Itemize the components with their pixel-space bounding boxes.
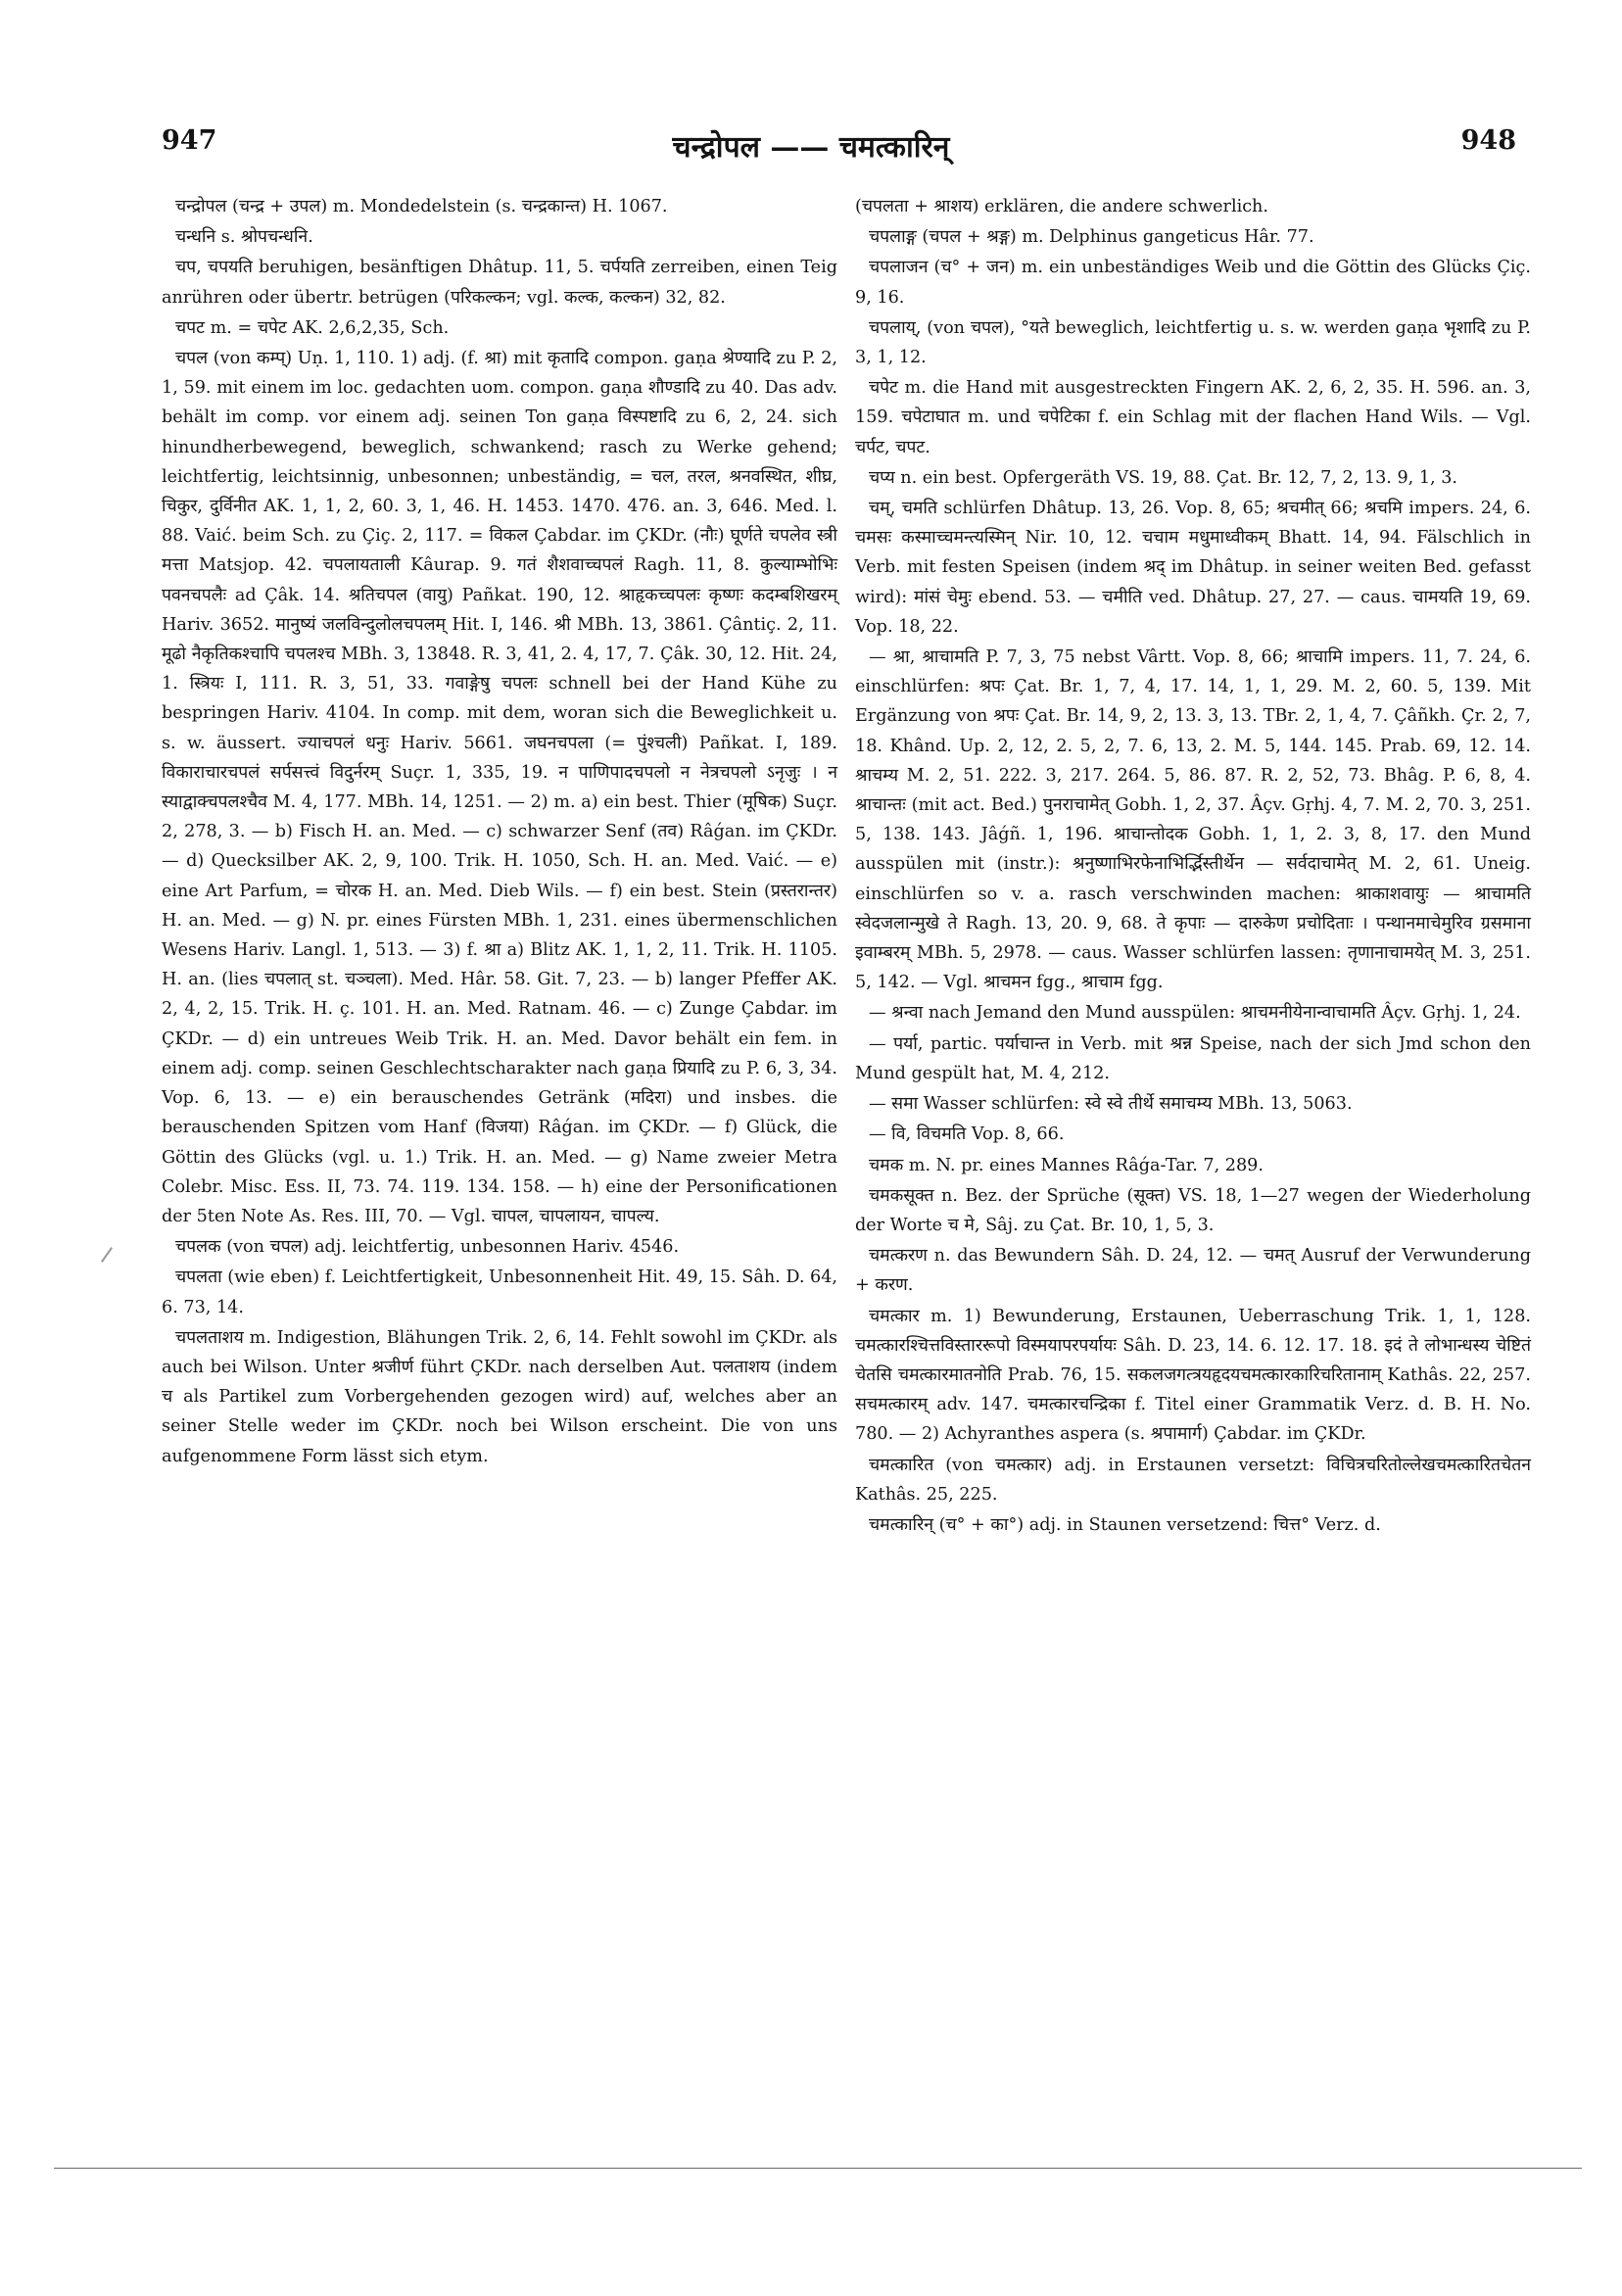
- dictionary-entry: चपलक (von चपल) adj. leichtfertig, unbesonnen Hariv. 4546.: [175, 1237, 680, 1258]
- bottom-rule: [54, 2168, 1582, 2169]
- dictionary-entry: चपलताशय m. Indigestion, Blähungen Trik. 2, 6, 14. Fehlt sowohl im ÇKDr. als auch bei Wilson. Unter श्रजीर्ण führt ÇKDr. nach derselben Aut. पलताशय (indem च als Partikel zum Vorbergehenden gezogen wird) auf, welches aber an seiner Stelle weder im ÇKDr. noch bei Wilson erscheint. Die von uns aufgenommene Form lässt sich etym.: [162, 1327, 837, 1466]
- dictionary-entry: चपेट m. die Hand mit ausgestreckten Fingern AK. 2, 6, 2, 35. H. 596. an. 3, 159. चपेटाघात m. und चपेटिका f. ein Schlag mit der flachen Hand Wils. — Vgl. चर्पट, चपट.: [855, 378, 1531, 457]
- dictionary-entry: चन्द्रोपल (चन्द्र + उपल) m. Mondedelstein (s. चन्द्रकान्त) H. 1067.: [175, 197, 668, 216]
- dictionary-entry: चप्य n. ein best. Opfergeräth VS. 19, 88. Çat. Br. 12, 7, 2, 13. 9, 1, 3.: [869, 467, 1457, 488]
- running-head: चन्द्रोपल —— चमत्कारिन्: [672, 130, 950, 165]
- dictionary-entry: चमत्कारित (von चमत्कार) adj. in Erstaunen versetzt: विचित्रचरितोल्लेखचमत्कारितचेतन Kathâs. 25, 225.: [855, 1455, 1531, 1505]
- dictionary-entry: चमकसूक्त n. Bez. der Sprüche (सूक्त) VS. 18, 1—27 wegen der Wiederholung der Worte च मे, Sâj. zu Çat. Br. 10, 1, 5, 3.: [855, 1185, 1531, 1235]
- dictionary-entry: चप, चपयति beruhigen, besänftigen Dhâtup. 11, 5. चर्पयति zerreiben, einen Teig anrühren oder übertr. betrügen (परिकल्कन; vgl. कल्क, कल्कन) 32, 82.: [162, 258, 837, 308]
- left-column: [162, 192, 837, 1472]
- dictionary-entry: चपलाजन (च° + जन) m. ein unbeständiges Weib und die Göttin des Glücks Çiç. 9, 16.: [855, 258, 1531, 308]
- dictionary-entry: — पर्या, partic. पर्याचान्त in Verb. mit श्रन्न Speise, nach der sich Jmd schon den Mund gespült hat, M. 4, 212.: [855, 1033, 1531, 1083]
- dictionary-entry: — श्रा, श्राचामति P. 7, 3, 75 nebst Vârtt. Vop. 8, 66; श्राचामि impers. 11, 7. 24, 6. einschlürfen: श्रपः Çat. Br. 1, 7, 4, 17. 14, 1, 1, 29. M. 2, 60. 5, 139. Mit Ergänzung von श्रपः Çat. Br. 14, 9, 2, 13. 3, 13. TBr. 2, 1, 4, 7. Çâñkh. Çr. 2, 7, 18. Khând. Up. 2, 12, 2. 5, 2, 7. 6, 13, 2. M. 5, 144. 145. Prab. 69, 12. 14. श्राचम्य M. 2, 51. 222. 3, 217. 264. 5, 86. 87. R. 2, 52, 73. Bhâg. P. 6, 8, 4. श्राचान्तः (mit act. Bed.) पुनराचामेत् Gobh. 1, 2, 37. Âçv. Gṛhj. 4, 7. M. 2, 70. 3, 251. 5, 138. 143. Jâǵñ. 1, 196. श्राचान्तोदक Gobh. 1, 1, 2. 3, 8, 17. den Mund ausspülen mit (instr.): श्रनुष्णाभिरफेनाभिर्द्भिस्तीर्थेन — सर्वदाचामेत् M. 2, 61. Uneig. einschlürfen so v. a. rasch verschwinden machen: श्राकाशवायुः — श्राचामति स्वेदजलान्मुखे ते Ragh. 13, 20. 9, 68. ते कृपाः — दारुकेण प्रचोदिताः । पन्थानमाचेमुरिव ग्रसमाना इवाम्बरम् MBh. 5, 2978. — caus. Wasser schlürfen lassen: तृणानाचामयेत् M. 3, 251. 5, 142. — Vgl. श्राचमन fgg., श्राचाम fgg.: [855, 647, 1531, 993]
- dictionary-entry: चन्धनि s. श्रोपचन्धनि.: [175, 227, 313, 248]
- dictionary-entry: चपल (von कम्प्) Uṇ. 1, 110. 1) adj. (f. श्रा) mit कृतादि compon. gaṇa श्रेण्यादि zu P. 2, 1, 59. mit einem im loc. gedachten uom. compon. gaṇa शौण्डादि zu 40. Das adv. behält im comp. vor einem adj. seinen Ton gaṇa विस्पष्टादि zu 6, 2, 24. sich hinundherbewegend, beweglich, schwankend; rasch zu Werke gehend; leichtfertig, leichtsinnig, unbesonnen; unbeständig, = चल, तरल, श्रनवस्थित, शीघ्र, चिकुर, दुर्विनीत AK. 1, 1, 2, 60. 3, 1, 46. H. 1453. 1470. 476. an. 3, 646. Med. l. 88. Vaić. beim Sch. zu Çiç. 2, 117. = विकल Çabdar. im ÇKDr. (नौः) घूर्णते चपलेव स्त्री मत्ता Matsjop. 42. चपलायताली Kâurap. 9. गतं शैशवाच्चपलं Ragh. 11, 8. कुल्याम्भोभिः पवनचपलैः ad Çâk. 14. श्रतिचपल (वायु) Pañkat. 190, 12. श्राहृकच्चपलः कृष्णः कदम्बशिखरम् Hariv. 3652. मानुष्यं जलविन्दुलोलचपलम् Hit. I, 146. श्री MBh. 13, 3861. Çântiç. 2, 11. मूढो नैकृतिकश्चापि चपलश्च MBh. 3, 13848. R. 3, 41, 2. 4, 17, 7. Çâk. 30, 12. Hit. 24, 1. स्त्रियः I, 111. R. 3, 51, 33. गवाङ्गेषु चपलः schnell bei der Hand Kühe zu bespringen Hariv. 4104. In comp. mit dem, woran sich die Beweglichkeit u. s. w. äussert. ज्याचपलं धनुः Hariv. 5661. जघनचपला (= पुंश्चली) Pañkat. I, 189. विकाराचारचपलं सर्पसत्त्वं विदुर्नरम् Suçr. 1, 335, 19. न पाणिपादचपलो न नेत्रचपलो ऽनृजुः । न स्याद्वाक्चपलश्चैव M. 4, 177. MBh. 14, 1251. — 2) m. a) ein best. Thier (मूषिक) Suçr. 2, 278, 3. — b) Fisch H. an. Med. — c) schwarzer Senf (तव) Râǵan. im ÇKDr. — d) Quecksilber AK. 2, 9, 100. Trik. H. 1050, Sch. H. an. Med. Vaić. — e) eine Art Parfum, = चोरक H. an. Med. Dieb Wils. — f) ein best. Stein (प्रस्तरान्तर) H. an. Med. — g) N. pr. eines Fürsten MBh. 1, 231. eines übermenschlichen Wesens Hariv. Langl. 1, 513. — 3) f. श्रा a) Blitz AK. 1, 1, 2, 11. Trik. H. 1105. H. an. (lies चपलात् st. चञ्चला). Med. Hâr. 58. Git. 7, 23. — b) langer Pfeffer AK. 2, 4, 2, 15. Trik. H. ç. 101. H. an. Med. Ratnam. 46. — c) Zunge Çabdar. im ÇKDr. — d) ein untreues Weib Trik. H. an. Med. Davor behält ein fem. in einem adj. comp. seinen Geschlechtscharakter nach gaṇa प्रियादि zu P. 6, 3, 34. Vop. 6, 13. — e) ein berauschendes Getränk (मदिरा) und insbes. die berauschenden Spitzen vom Hanf (विजया) Râǵan. im ÇKDr. — f) Glück, die Göttin des Glücks (vgl. u. 1.) Trik. H. an. Med. — g) Name zweier Metra Colebr. Misc. Ess. II, 73. 74. 119. 134. 158. — h) eine der Personificationen der 5ten Note As. Res. III, 70. — Vgl. चापल, चापलायन, चापल्य.: [162, 349, 837, 1226]
- right-page-number: 948: [1460, 125, 1516, 156]
- left-page-number: 947: [162, 125, 217, 156]
- dictionary-entry: चमत्कारिन् (च° + का°) adj. in Staunen versetzend: चित्त° Verz. d.: [869, 1514, 1381, 1535]
- dictionary-entry: चमत्करण n. das Bewundern Sâh. D. 24, 12. — चमत् Ausruf der Verwunderung + करण.: [855, 1246, 1531, 1296]
- dictionary-entry: चमक m. N. pr. eines Mannes Râǵa-Tar. 7, 289.: [869, 1155, 1264, 1175]
- dictionary-entry: चपलाङ्ग (चपल + श्रङ्ग) m. Delphinus gangeticus Hâr. 77.: [869, 227, 1314, 248]
- dictionary-entry: — वि, विचमति Vop. 8, 66.: [869, 1124, 1065, 1145]
- dictionary-entry: चपट m. = चपेट AK. 2,6,2,35, Sch.: [175, 317, 450, 338]
- dictionary-entry: — श्रन्वा nach Jemand den Mund ausspülen: श्राचमनीयेनान्वाचामति Âçv. Gṛhj. 1, 24.: [869, 1003, 1521, 1024]
- dictionary-entry: चमत्कार m. 1) Bewunderung, Erstaunen, Ueberraschung Trik. 1, 1, 128. चमत्कारश्चित्तविस्ताररूपो विस्मयापरपर्यायः Sâh. D. 23, 14. 6. 12. 17. 18. इदं ते लोभान्धस्य चेष्टितं चेतसि चमत्कारमातनोति Prab. 76, 15. सकलजगत्त्रयहृदयचमत्कारकारिचरितानाम् Kathâs. 22, 257. सचमत्कारम् adv. 147. चमत्कारचन्द्रिका f. Titel einer Grammatik Verz. d. B. H. No. 780. — 2) Achyranthes aspera (s. श्रपामार्ग) Çabdar. im ÇKDr.: [855, 1306, 1531, 1445]
- dictionary-entry: — समा Wasser schlürfen: स्वे स्वे तीर्थे समाचम्य MBh. 13, 5063.: [869, 1094, 1353, 1115]
- dictionary-entry: (चपलता + श्राशय) erklären, die andere schwerlich.: [855, 197, 1268, 216]
- margin-mark: [101, 1247, 113, 1263]
- dictionary-entry: चपलता (wie eben) f. Leichtfertigkeit, Unbesonnenheit Hit. 49, 15. Sâh. D. 64, 6. 73, 14.: [162, 1268, 837, 1317]
- dictionary-entry: चपलाय्, (von चपल), °यते beweglich, leichtfertig u. s. w. werden gaṇa भृशादि zu P. 3, 1, 12.: [855, 317, 1531, 368]
- dictionary-entry: चम्, चमति schlürfen Dhâtup. 13, 26. Vop. 8, 65; श्रचमीत् 66; श्रचमि impers. 24, 6. चमसः कस्माच्चमन्त्यस्मिन् Nir. 10, 12. चचाम मधुमाध्वीकम् Bhatt. 14, 94. Fälschlich in Verb. mit festen Speisen (indem श्रद् im Dhâtup. in seiner weiten Bed. gefasst wird): मांसं चेमुः ebend. 53. — चमीति ved. Dhâtup. 27, 27. — caus. चामयति 19, 69. Vop. 18, 22.: [855, 499, 1531, 637]
- right-column: [855, 192, 1531, 1541]
